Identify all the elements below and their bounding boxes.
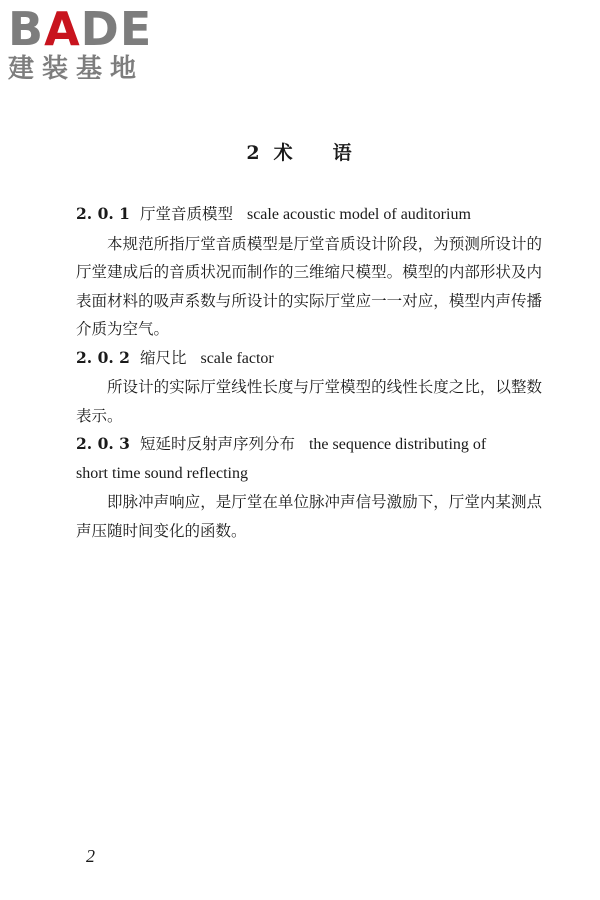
term-entry bbox=[76, 200, 542, 344]
term-definition: 本规范所指厅堂音质模型是厅堂音质设计阶段，为预测所设计的厅堂建成后的音质状况而制作的三维缩尺模型。模型的内部形状及内表面材料的吸声系数与所设计的实际厅堂应一一对应，模型内声传播介质为空气。 bbox=[76, 234, 542, 338]
chapter-title-char-2: 语 bbox=[332, 142, 354, 164]
term-chinese: 厅堂音质模型 bbox=[139, 205, 233, 223]
term-english: scale acoustic model of auditorium bbox=[246, 206, 471, 223]
term-entry bbox=[76, 344, 542, 431]
bade-logo bbox=[8, 2, 178, 86]
term-entry bbox=[76, 430, 542, 545]
term-english: the sequence distributing of bbox=[308, 436, 487, 453]
term-chinese: 短延时反射声序列分布 bbox=[139, 435, 295, 453]
chapter-title-char-1: 术 bbox=[273, 142, 295, 164]
terms-section bbox=[76, 200, 542, 545]
chapter-number: 2 bbox=[246, 142, 262, 164]
term-heading bbox=[76, 344, 542, 374]
term-chinese: 缩尺比 bbox=[139, 348, 187, 367]
term-english: scale factor bbox=[200, 349, 274, 367]
logo-letter-a-accent: A bbox=[44, 2, 81, 56]
page-number: 2 bbox=[86, 846, 95, 866]
logo-subtitle: 建装基地 bbox=[8, 54, 145, 84]
term-english-continued: short time sound reflecting bbox=[76, 464, 248, 482]
term-definition: 即脉冲声响应，是厅堂在单位脉冲声信号激励下，厅堂内某测点声压随时间变化的函数。 bbox=[76, 493, 542, 540]
logo-wordmark bbox=[8, 2, 178, 56]
term-heading bbox=[76, 430, 542, 460]
term-number: 2. 0. 3 bbox=[76, 434, 130, 453]
chapter-title bbox=[0, 138, 600, 165]
logo-letters-de: DE bbox=[80, 2, 153, 56]
term-heading bbox=[76, 200, 542, 230]
term-definition: 所设计的实际厅堂线性长度与厅堂模型的线性长度之比，以整数表示。 bbox=[76, 378, 542, 425]
term-number: 2. 0. 1 bbox=[76, 204, 130, 223]
term-number: 2. 0. 2 bbox=[76, 347, 130, 367]
logo-letter-b: B bbox=[8, 2, 45, 56]
